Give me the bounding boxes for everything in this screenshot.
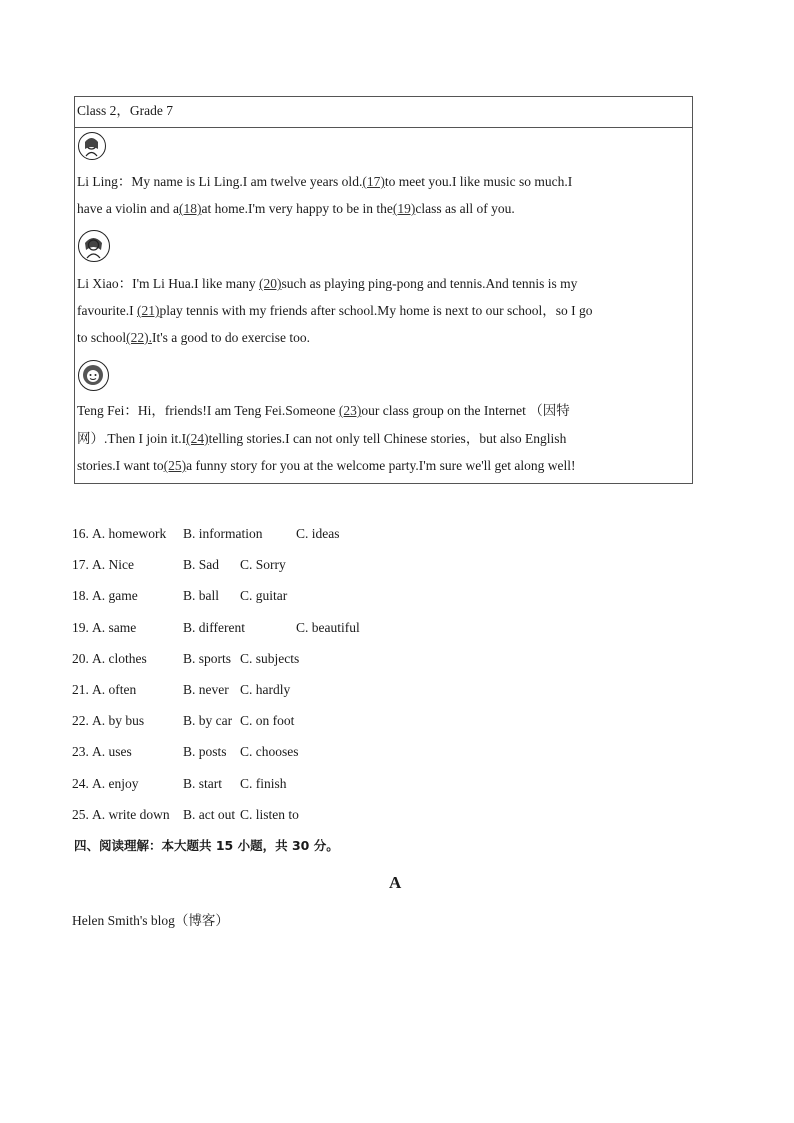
question-18-option-b: B. ball — [183, 588, 219, 603]
question-18-number: 18. — [72, 588, 89, 603]
question-24-option-b: B. start — [183, 776, 222, 791]
blank-17: (17) — [362, 174, 385, 189]
question-19-number: 19. — [72, 620, 89, 635]
teng-fei-avatar-icon — [78, 360, 109, 391]
text: play tennis with my friends after school.My home is next to our school，so I go — [159, 303, 593, 318]
question-24-option-a: A. enjoy — [92, 776, 139, 791]
li-xiao-line-1 — [77, 275, 577, 293]
question-20-number: 20. — [72, 651, 89, 666]
question-16-option-c: C. ideas — [296, 526, 340, 541]
li-xiao-line-3 — [77, 329, 310, 347]
teng-fei-line-3 — [77, 457, 576, 475]
question-20-option-b: B. sports — [183, 651, 232, 666]
question-25-number: 25. — [72, 807, 89, 822]
question-19-option-a: A. same — [92, 620, 137, 635]
text: have a violin and a — [77, 201, 179, 216]
blank-18: (18) — [178, 201, 202, 216]
question-21-number: 21. — [72, 682, 89, 697]
teng-fei-line-2 — [77, 430, 566, 448]
question-23-option-b: B. posts — [183, 744, 227, 759]
blank-23: (23) — [338, 403, 362, 418]
text: our class group on the Internet （因特 — [361, 403, 570, 418]
blog-title: Helen Smith's blog（博客） — [72, 913, 229, 928]
li-ling-avatar-icon — [78, 132, 106, 160]
question-23-option-c: C. chooses — [240, 744, 299, 759]
question-16-number: 16. — [72, 526, 89, 541]
section-title: 四、阅读理解：本大题共 15 小题，共 30 分。 — [74, 838, 339, 853]
question-25-option-a: A. write down — [92, 807, 170, 822]
question-24-number: 24. — [72, 776, 89, 791]
question-19-option-c: C. beautiful — [296, 620, 360, 635]
question-23-option-a: A. uses — [92, 744, 132, 759]
question-16-option-a: A. homework — [92, 526, 167, 541]
question-25-option-b: B. act out — [183, 807, 236, 822]
question-19-option-b: B. different — [183, 620, 245, 635]
question-18-option-c: C. guitar — [240, 588, 288, 603]
class-post-box — [74, 96, 693, 484]
teng-fei-line-1 — [77, 402, 570, 420]
text: favourite.I — [77, 303, 137, 318]
text: It's a good to do exercise too. — [152, 330, 311, 345]
question-22-option-c: C. on foot — [240, 713, 295, 728]
li-ling-line-2 — [77, 200, 515, 218]
question-22-option-a: A. by bus — [92, 713, 145, 728]
text: telling stories.I can not only tell Chinese stories，but also English — [208, 431, 567, 446]
text: a funny story for you at the welcome party.I'm sure we'll get along well! — [186, 458, 576, 473]
question-21-option-c: C. hardly — [240, 682, 291, 697]
text: Li Ling：My name is Li Ling.I am twelve years old. — [77, 174, 363, 189]
text: 网）.Then I join it.I — [77, 431, 187, 446]
question-21-option-a: A. often — [92, 682, 137, 697]
part-a-heading: A — [389, 873, 402, 892]
text: at home.I'm very happy to be in the — [201, 201, 393, 216]
question-25-option-c: C. listen to — [240, 807, 299, 822]
question-22-option-b: B. by car — [183, 713, 233, 728]
blank-21: (21) — [136, 303, 160, 318]
li-xiao-line-2 — [77, 302, 593, 320]
blank-19: (19) — [392, 201, 416, 216]
question-20-option-c: C. subjects — [240, 651, 300, 666]
text: Li Xiao：I'm Li Hua.I like many — [77, 276, 260, 291]
question-24-option-c: C. finish — [240, 776, 287, 791]
question-16-option-b: B. information — [183, 526, 263, 541]
question-22-number: 22. — [72, 713, 89, 728]
text: class as all of you. — [415, 201, 515, 216]
li-xiao-avatar-icon — [78, 230, 110, 262]
box-header: Class 2，Grade 7 — [75, 97, 692, 128]
question-20-option-a: A. clothes — [92, 651, 147, 666]
li-ling-line-1 — [77, 173, 572, 191]
question-18-option-a: A. game — [92, 588, 138, 603]
text: such as playing ping-pong and tennis.And tennis is my — [281, 276, 578, 291]
blank-20: (20) — [259, 276, 282, 291]
text: to school — [77, 330, 127, 345]
blank-25: (25) — [163, 458, 187, 473]
text: Teng Fei：Hi，friends!I am Teng Fei.Someone — [77, 403, 339, 418]
question-17-number: 17. — [72, 557, 89, 572]
question-17-option-c: C. Sorry — [240, 557, 286, 572]
blank-22: (22). — [126, 330, 152, 345]
text: to meet you.I like music so much.I — [384, 174, 573, 189]
question-21-option-b: B. never — [183, 682, 229, 697]
blank-24: (24) — [186, 431, 209, 446]
question-17-option-a: A. Nice — [92, 557, 134, 572]
question-17-option-b: B. Sad — [183, 557, 220, 572]
question-23-number: 23. — [72, 744, 89, 759]
text: stories.I want to — [77, 458, 164, 473]
